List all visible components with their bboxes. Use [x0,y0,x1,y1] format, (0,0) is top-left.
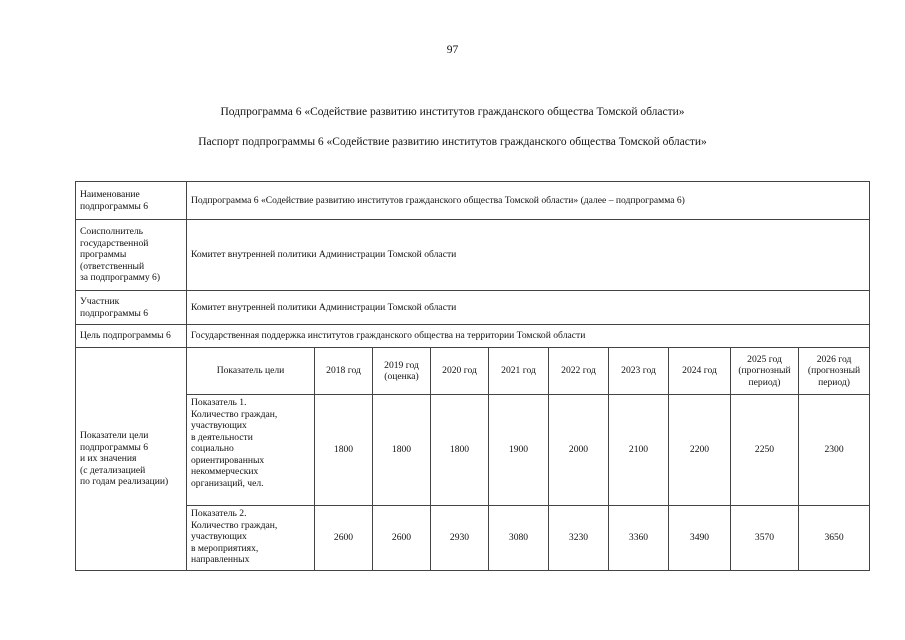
indicator-value: 2200 [669,395,731,506]
passport-row-participant [76,291,870,325]
indicator-value: 1900 [489,395,549,506]
year-header: 2021 год [489,348,549,395]
indicator-value: 3570 [731,506,799,571]
year-header: 2022 год [549,348,609,395]
indicator-column-header: Показатель цели [187,348,315,395]
year-header: 2024 год [669,348,731,395]
goal-value: Государственная поддержка институтов гражданского общества на территории Томской области [187,325,870,348]
indicator-value: 2930 [431,506,489,571]
indicator-value: 2100 [609,395,669,506]
indicator-row [76,506,870,571]
indicators-header-row [76,348,870,395]
coexecutor-label: Соисполнитель государственной программы (ответственный за подпрограмму 6) [76,220,187,291]
year-header: 2018 год [315,348,373,395]
year-header: 2026 год (прогнозный период) [799,348,870,395]
indicator-value: 3360 [609,506,669,571]
year-header: 2019 год (оценка) [373,348,431,395]
indicator-value: 3230 [549,506,609,571]
indicator-value: 3080 [489,506,549,571]
indicator-value: 2600 [315,506,373,571]
indicator-value: 1800 [373,395,431,506]
indicator-value: 3650 [799,506,870,571]
page-number: 97 [446,44,459,56]
indicator-row [76,395,870,506]
indicator-value: 2300 [799,395,870,506]
passport-row-coexecutor [76,220,870,291]
indicator-name: Показатель 1. Количество граждан, участвующих в деятельности социально ориентированных некоммерческих организаций, чел. [187,395,315,506]
participant-label: Участник подпрограммы 6 [76,291,187,325]
year-header: 2023 год [609,348,669,395]
indicators-label: Показатели цели подпрограммы 6 и их значения (с детализацией по годам реализации) [76,348,187,571]
indicator-value: 2000 [549,395,609,506]
goal-label: Цель подпрограммы 6 [76,325,187,348]
participant-value: Комитет внутренней политики Администрации Томской области [187,291,870,325]
passport-title: Паспорт подпрограммы 6 «Содействие развитию институтов гражданского общества Томской области» [198,136,707,148]
passport-row-goal [76,325,870,348]
passport-row-name [76,182,870,220]
passport-table [75,181,870,571]
indicator-value: 3490 [669,506,731,571]
name-value: Подпрограмма 6 «Содействие развитию институтов гражданского общества Томской области» (далее – подпрограмма 6) [187,182,870,220]
indicator-name: Показатель 2. Количество граждан, участвующих в мероприятиях, направленных [187,506,315,571]
name-label: Наименование подпрограммы 6 [76,182,187,220]
indicator-value: 2600 [373,506,431,571]
indicator-value: 1800 [315,395,373,506]
subprogram-title: Подпрограмма 6 «Содействие развитию институтов гражданского общества Томской области» [220,106,685,118]
year-header: 2025 год (прогнозный период) [731,348,799,395]
coexecutor-value: Комитет внутренней политики Администрации Томской области [187,220,870,291]
year-header: 2020 год [431,348,489,395]
indicator-value: 1800 [431,395,489,506]
indicator-value: 2250 [731,395,799,506]
